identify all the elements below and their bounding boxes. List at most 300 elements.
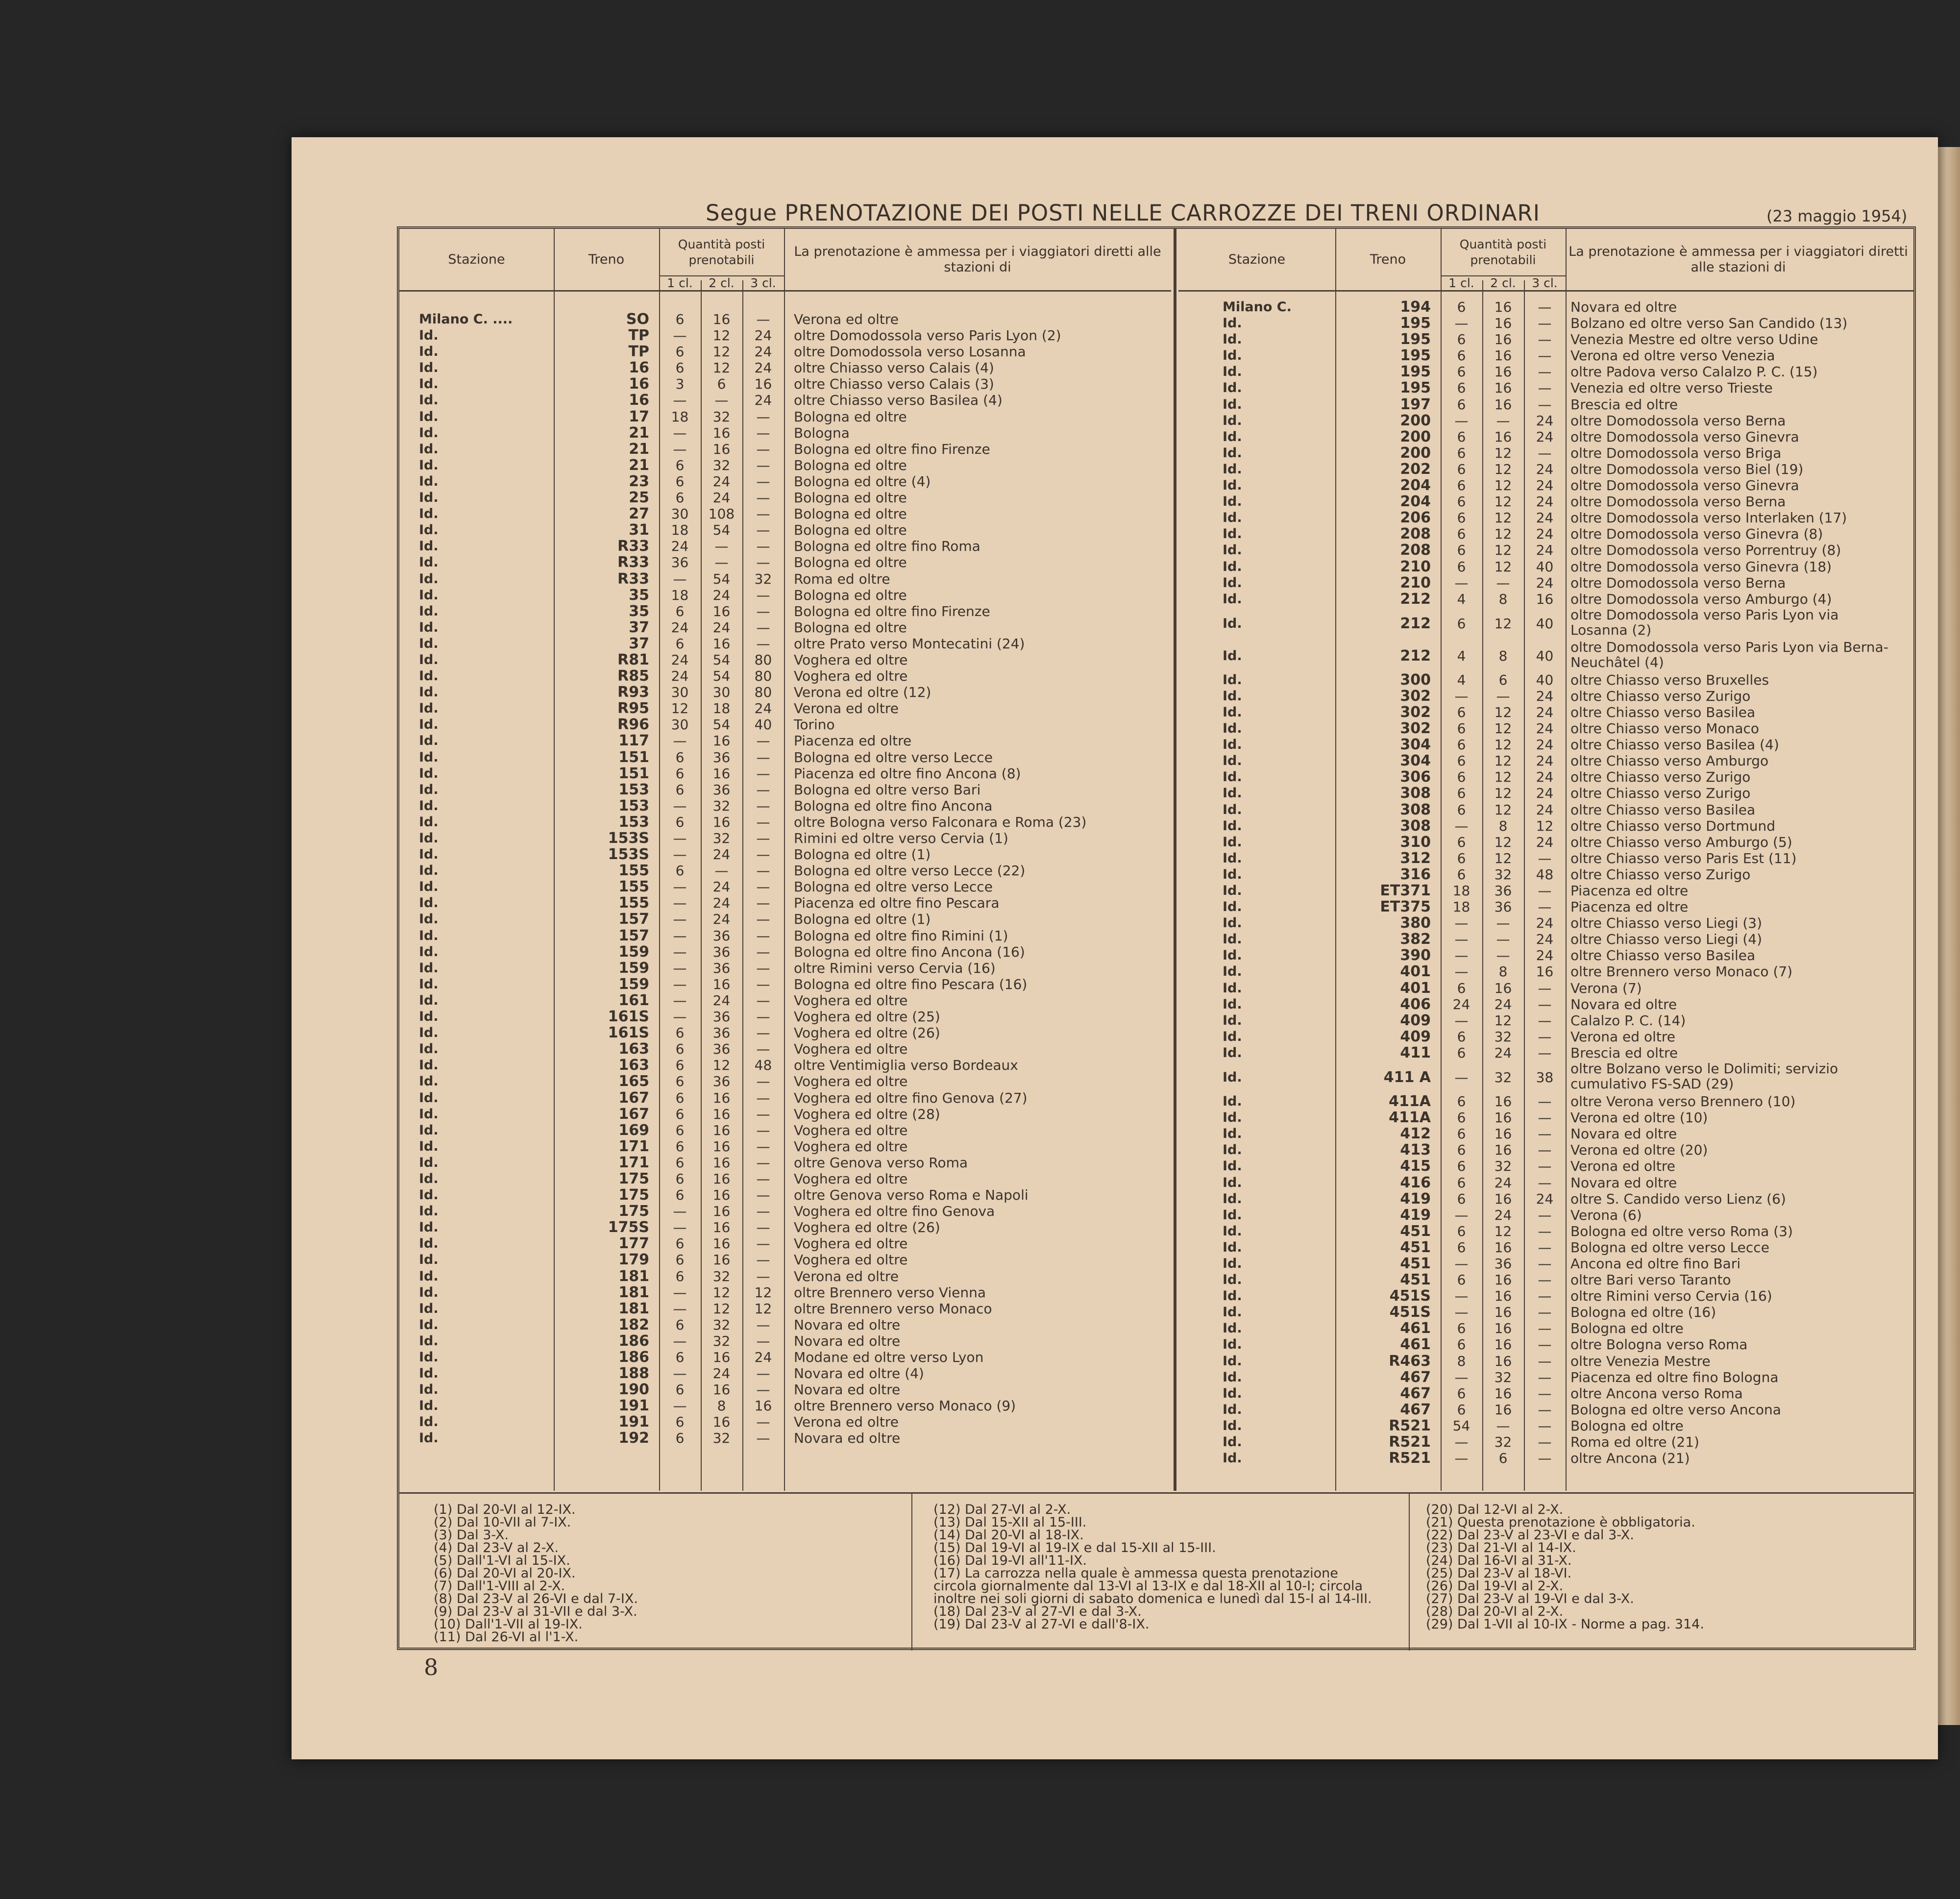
train-cell: 195 <box>1400 331 1431 348</box>
station-cell: Id. <box>1223 915 1242 931</box>
first-class-cell: 6 <box>1457 380 1466 396</box>
station-cell: Id. <box>419 1268 439 1284</box>
table-row <box>1178 331 1913 347</box>
first-class-cell: 18 <box>1452 899 1470 915</box>
station-cell: Id. <box>1223 1207 1242 1223</box>
train-cell: 151 <box>618 748 649 766</box>
table-row <box>399 392 1171 408</box>
first-class-cell: 6 <box>1457 720 1466 737</box>
third-class-cell: — <box>1538 1044 1552 1061</box>
station-cell: Id. <box>419 1058 439 1073</box>
second-class-cell: — <box>714 554 729 571</box>
train-cell: 161 <box>618 991 649 1009</box>
train-cell: R521 <box>1389 1417 1431 1434</box>
third-class-cell: — <box>756 1009 770 1025</box>
train-cell: 161S <box>608 1008 649 1026</box>
footnote-rule <box>911 1494 912 1651</box>
table-row <box>399 522 1171 538</box>
destination-cell: oltre Chiasso verso Calais (3) <box>794 376 994 393</box>
station-cell: Id. <box>1223 1239 1242 1255</box>
third-class-cell: 24 <box>1536 428 1554 445</box>
destination-cell: Bologna <box>794 424 850 441</box>
station-cell: Id. <box>419 409 439 424</box>
train-cell: 157 <box>618 911 649 928</box>
footnote: (1) Dal 20-VI al 12-IX. <box>434 1502 576 1517</box>
first-class-cell: 6 <box>675 863 685 879</box>
table-row <box>399 457 1171 473</box>
train-cell: 37 <box>629 618 649 636</box>
destination-cell: Bologna ed oltre verso Bari <box>794 781 981 798</box>
destination-cell: Bologna ed oltre <box>794 457 907 473</box>
third-class-cell: — <box>756 1089 770 1106</box>
destination-cell: oltre S. Candido verso Lienz (6) <box>1570 1190 1786 1207</box>
first-class-cell: 6 <box>1457 1174 1466 1191</box>
train-cell: 21 <box>629 456 649 474</box>
table-row <box>1178 866 1913 883</box>
train-cell: R521 <box>1389 1450 1431 1467</box>
station-cell: Id. <box>1223 786 1242 801</box>
table-row <box>1178 1223 1913 1239</box>
first-class-cell: — <box>673 797 687 814</box>
train-cell: 21 <box>629 440 649 458</box>
station-cell: Id. <box>1223 1288 1242 1304</box>
destination-cell: Bolzano ed oltre verso San Candido (13) <box>1570 315 1848 332</box>
station-cell: Id. <box>419 814 439 830</box>
first-class-cell: 24 <box>671 538 689 555</box>
footnote: (6) Dal 20-VI al 20-IX. <box>434 1566 576 1581</box>
second-class-cell: — <box>1496 688 1510 704</box>
table-row <box>1178 1207 1913 1223</box>
station-cell: Id. <box>1223 1159 1242 1174</box>
second-class-cell: 24 <box>712 619 731 636</box>
destination-cell: Bologna ed oltre fino Roma <box>794 538 980 555</box>
train-cell: 304 <box>1400 752 1431 770</box>
table-row <box>399 1122 1171 1138</box>
destination-cell: Bologna ed oltre verso Lecce <box>1570 1239 1769 1256</box>
second-class-cell: 16 <box>712 441 731 457</box>
col-cl2-header: 2 cl. <box>1490 276 1516 290</box>
third-class-cell: 24 <box>1536 931 1554 948</box>
destination-cell: Voghera ed oltre <box>794 992 908 1009</box>
third-class-cell: — <box>756 1219 770 1236</box>
first-class-cell: 18 <box>1452 883 1470 899</box>
first-class-cell: 6 <box>1457 850 1466 866</box>
first-class-cell: 6 <box>1457 477 1466 494</box>
station-cell: Id. <box>1223 948 1242 963</box>
station-cell: Id. <box>1223 1402 1242 1417</box>
destination-cell: Bologna ed oltre verso Lecce (22) <box>794 863 1026 879</box>
third-class-cell: — <box>756 879 770 895</box>
third-class-cell: — <box>756 1106 770 1122</box>
train-cell: 306 <box>1400 768 1431 786</box>
third-class-cell: — <box>756 1252 770 1268</box>
destination-cell: oltre Chiasso verso Basilea <box>1570 801 1756 818</box>
station-cell: Id. <box>419 831 439 846</box>
table-row <box>399 1317 1171 1333</box>
footnote: (10) Dall'1-VII al 19-IX. <box>434 1617 583 1632</box>
station-cell: Id. <box>419 1155 439 1170</box>
destination-cell: oltre Rimini verso Cervia (16) <box>794 960 996 976</box>
table-row <box>399 327 1171 344</box>
second-class-cell: 16 <box>712 1187 731 1204</box>
station-cell: Id. <box>1223 721 1242 737</box>
second-class-cell: 12 <box>1494 785 1512 802</box>
destination-cell: Bologna ed oltre <box>794 619 907 636</box>
table-row <box>1178 1061 1913 1093</box>
third-class-cell: 24 <box>1536 801 1554 818</box>
second-class-cell: 16 <box>1494 1304 1512 1321</box>
first-class-cell: 6 <box>1457 493 1466 510</box>
second-class-cell: 12 <box>1494 1223 1512 1239</box>
train-cell: 151 <box>618 765 649 782</box>
second-class-cell: 12 <box>1494 737 1512 753</box>
table-row <box>399 1414 1171 1430</box>
destination-cell: Voghera ed oltre <box>794 1073 908 1090</box>
destination-cell: Piacenza ed oltre fino Ancona (8) <box>794 765 1021 782</box>
footnote: (8) Dal 23-V al 26-VI e dal 7-IX. <box>434 1591 638 1606</box>
second-class-cell: 16 <box>712 1138 731 1155</box>
first-class-cell: 6 <box>1457 526 1466 543</box>
footnotes <box>399 1492 1913 1651</box>
destination-cell: oltre Chiasso verso Zurigo <box>1570 769 1751 786</box>
station-cell: Id. <box>1223 616 1242 631</box>
third-class-cell: — <box>1538 364 1552 380</box>
second-class-cell: 24 <box>1494 1207 1512 1223</box>
second-class-cell: 24 <box>712 911 731 928</box>
train-cell: 451S <box>1389 1304 1431 1321</box>
first-class-cell: 6 <box>1457 1336 1466 1353</box>
first-class-cell: 6 <box>1457 364 1466 380</box>
train-cell: 190 <box>618 1381 649 1399</box>
second-class-cell: 16 <box>1494 1320 1512 1337</box>
second-class-cell: — <box>1496 947 1510 964</box>
first-class-cell: — <box>1454 1255 1469 1272</box>
train-cell: 210 <box>1400 574 1431 592</box>
train-cell: 204 <box>1400 477 1431 494</box>
second-class-cell: 32 <box>712 1332 731 1349</box>
second-class-cell: 12 <box>1494 615 1512 632</box>
first-class-cell: 24 <box>671 668 689 685</box>
destination-cell: oltre Domodossola verso Ginevra <box>1570 428 1799 445</box>
first-class-cell: 6 <box>1457 347 1466 364</box>
table-row <box>399 846 1171 863</box>
third-class-cell: 40 <box>1536 647 1554 664</box>
footnote: (11) Dal 26-VI al l'1-X. <box>434 1629 579 1645</box>
station-cell: Id. <box>419 1301 439 1316</box>
second-class-cell: 16 <box>1494 1142 1512 1159</box>
table-row <box>1178 931 1913 947</box>
train-cell: 17 <box>629 408 649 425</box>
third-class-cell: — <box>1538 883 1552 899</box>
first-class-cell: 6 <box>675 1252 685 1268</box>
destination-cell: Voghera ed oltre <box>794 1041 908 1058</box>
station-cell: Id. <box>1223 964 1242 980</box>
header-rule <box>1178 290 1913 292</box>
first-class-cell: 8 <box>1457 1353 1466 1369</box>
table-row <box>1178 461 1913 477</box>
station-cell: Id. <box>419 976 439 992</box>
train-cell: 175S <box>608 1219 649 1236</box>
station-cell: Id. <box>419 1284 439 1300</box>
train-cell: 419 <box>1400 1206 1431 1224</box>
table-row <box>399 733 1171 749</box>
table-row <box>1178 980 1913 996</box>
train-cell: 16 <box>629 392 649 409</box>
first-class-cell: — <box>673 441 687 457</box>
first-class-cell: 18 <box>671 587 689 603</box>
third-class-cell: — <box>756 1365 770 1382</box>
third-class-cell: 40 <box>1536 671 1554 688</box>
third-class-cell: 80 <box>754 668 772 685</box>
train-cell: 194 <box>1400 298 1431 316</box>
destination-cell: Bologna ed oltre verso Ancona <box>1570 1401 1781 1418</box>
first-class-cell: — <box>1454 1450 1469 1467</box>
table-row <box>1178 1272 1913 1288</box>
table-row <box>1178 785 1913 801</box>
col-station-header: Stazione <box>1228 251 1286 267</box>
table-row <box>1178 380 1913 396</box>
table-row <box>1178 1045 1913 1061</box>
footnote: (28) Dal 20-VI al 2-X. <box>1426 1604 1564 1619</box>
train-cell: ET371 <box>1380 882 1431 899</box>
third-class-cell: — <box>1538 1126 1552 1142</box>
third-class-cell: — <box>1538 1288 1552 1305</box>
destination-cell: oltre Chiasso verso Liegi (4) <box>1570 931 1763 948</box>
second-class-cell: 18 <box>712 700 731 717</box>
table-row <box>1178 704 1913 720</box>
train-cell: 413 <box>1400 1141 1431 1159</box>
col-cl2-header: 2 cl. <box>709 276 735 290</box>
second-class-cell: 32 <box>1494 1069 1512 1086</box>
third-class-cell: 24 <box>1536 1190 1554 1207</box>
destination-cell: Voghera ed oltre <box>794 1252 908 1268</box>
station-cell: Id. <box>419 571 439 587</box>
third-class-cell: — <box>756 538 770 555</box>
second-class-cell: 16 <box>712 1235 731 1252</box>
destination-cell: Bologna ed oltre (1) <box>794 846 931 863</box>
first-class-cell: 30 <box>671 684 689 701</box>
first-class-cell: — <box>1454 1012 1469 1029</box>
table-row <box>399 1203 1171 1219</box>
destination-cell: Piacenza ed oltre <box>794 733 912 749</box>
second-class-cell: 36 <box>712 927 731 944</box>
destination-cell: oltre Ancona verso Roma <box>1570 1385 1743 1402</box>
first-class-cell: 6 <box>675 457 685 473</box>
train-cell: 206 <box>1400 509 1431 527</box>
first-class-cell: — <box>1454 931 1469 948</box>
destination-cell: Bologna ed oltre fino Ancona <box>794 797 993 814</box>
col-qty-header: Quantità posti prenotabili <box>678 237 765 267</box>
station-cell: Id. <box>419 587 439 603</box>
train-cell: 171 <box>618 1137 649 1155</box>
third-class-cell: — <box>756 1138 770 1155</box>
station-cell: Id. <box>1223 834 1242 850</box>
destination-cell: oltre Verona verso Brennero (10) <box>1570 1093 1796 1110</box>
first-class-cell: — <box>1454 1207 1469 1223</box>
station-cell: Id. <box>419 1204 439 1219</box>
third-class-cell: — <box>756 1268 770 1284</box>
first-class-cell: 6 <box>1457 1223 1466 1239</box>
footnotes-middle <box>933 1504 1384 1631</box>
station-cell: Id. <box>1223 1385 1242 1401</box>
third-class-cell: 12 <box>754 1300 772 1317</box>
col-station-header: Stazione <box>448 251 505 267</box>
second-class-cell: 24 <box>712 587 731 603</box>
table-row <box>399 538 1171 554</box>
second-class-cell: 32 <box>712 1316 731 1333</box>
train-cell: 16 <box>629 375 649 393</box>
train-cell: R33 <box>617 538 649 555</box>
third-class-cell: 24 <box>1536 834 1554 850</box>
station-cell: Id. <box>419 1382 439 1398</box>
footnote: (17) La carrozza nella quale è ammessa questa prenotazione circola giornalmente dal 13-VI al 13-IX e dal 18-XII al 10-I; circola inoltre nei soli giorni di sabato domenica e lunedì dal 15-I al 14-III. <box>933 1566 1372 1606</box>
reservation-table <box>397 226 1916 1650</box>
destination-cell: oltre Ancona (21) <box>1570 1450 1690 1467</box>
second-class-cell: 12 <box>712 1284 731 1301</box>
page-title: Segue PRENOTAZIONE DEI POSTI NELLE CARROZZE DEI TRENI ORDINARI <box>706 200 1540 226</box>
table-row <box>1178 559 1913 575</box>
second-class-cell: 32 <box>712 457 731 473</box>
third-class-cell: — <box>756 587 770 603</box>
col-cl1-header: 1 cl. <box>1448 276 1474 290</box>
station-cell: Id. <box>419 1009 439 1025</box>
station-cell: Id. <box>1223 769 1242 785</box>
train-cell: 37 <box>629 635 649 652</box>
first-class-cell: 4 <box>1457 591 1466 607</box>
train-cell: 117 <box>618 732 649 750</box>
train-cell: 159 <box>618 943 649 961</box>
second-class-cell: 36 <box>712 781 731 798</box>
destination-cell: oltre Chiasso verso Liegi (3) <box>1570 915 1763 932</box>
destination-cell: oltre Domodossola verso Ginevra <box>1570 477 1799 494</box>
table-row <box>399 928 1171 944</box>
destination-cell: Bologna ed oltre (4) <box>794 473 931 490</box>
table-left-half <box>399 229 1171 1491</box>
second-class-cell: 16 <box>712 1122 731 1138</box>
table-row <box>1178 1012 1913 1029</box>
table-row <box>399 587 1171 603</box>
footnote: (3) Dal 3-X. <box>434 1528 509 1543</box>
first-class-cell: 3 <box>675 376 685 393</box>
destination-cell: oltre Genova verso Roma e Napoli <box>794 1187 1029 1204</box>
col-dest-header: La prenotazione è ammessa per i viaggiatori diretti alle stazioni di <box>1568 244 1908 275</box>
destination-cell: Verona ed oltre <box>794 311 899 327</box>
first-class-cell: 18 <box>671 522 689 539</box>
third-class-cell: — <box>1538 299 1552 315</box>
destination-cell: Voghera ed oltre (26) <box>794 1219 940 1236</box>
table-row <box>1178 769 1913 785</box>
table-row <box>1178 1256 1913 1272</box>
destination-cell: Bologna ed oltre <box>794 587 907 603</box>
destination-cell: oltre Venezia Mestre <box>1570 1353 1711 1369</box>
third-class-cell: 24 <box>1536 477 1554 494</box>
station-cell: Id. <box>419 782 439 797</box>
third-class-cell: — <box>756 603 770 619</box>
station-cell: Id. <box>419 1366 439 1381</box>
second-class-cell: 32 <box>1494 866 1512 883</box>
train-cell: 153 <box>618 797 649 814</box>
first-class-cell: 6 <box>675 1057 685 1074</box>
table-row <box>399 1252 1171 1268</box>
second-class-cell: 54 <box>712 522 731 539</box>
table-row <box>399 1009 1171 1025</box>
train-cell: 195 <box>1400 379 1431 397</box>
first-class-cell: 6 <box>675 749 685 765</box>
second-class-cell: 12 <box>1494 542 1512 559</box>
table-row <box>399 960 1171 976</box>
center-divider <box>1174 229 1176 1491</box>
station-cell: Id. <box>419 539 439 554</box>
third-class-cell: — <box>1538 347 1552 364</box>
third-class-cell: 24 <box>1536 915 1554 932</box>
destination-cell: Verona ed oltre (10) <box>1570 1110 1708 1126</box>
third-class-cell: — <box>1538 315 1552 332</box>
station-cell: Id. <box>419 912 439 927</box>
train-cell: TP <box>628 327 649 345</box>
second-class-cell: 8 <box>1498 647 1508 664</box>
third-class-cell: — <box>756 749 770 765</box>
third-class-cell: 48 <box>1536 866 1554 883</box>
third-class-cell: — <box>756 1235 770 1252</box>
destination-cell: oltre Chiasso verso Zurigo <box>1570 866 1751 883</box>
destination-cell: oltre Domodossola verso Paris Lyon via Berna-Neuchâtel (4) <box>1570 639 1888 670</box>
table-row <box>1178 640 1913 672</box>
second-class-cell: 32 <box>712 1268 731 1284</box>
table-row <box>399 1155 1171 1171</box>
third-class-cell: — <box>1538 1450 1552 1467</box>
third-class-cell: 24 <box>1536 688 1554 704</box>
third-class-cell: — <box>1538 899 1552 915</box>
train-cell: 153 <box>618 813 649 831</box>
destination-cell: oltre Domodossola verso Paris Lyon via Losanna (2) <box>1570 606 1839 638</box>
second-class-cell: 16 <box>712 424 731 441</box>
station-cell: Id. <box>419 1122 439 1138</box>
table-row <box>1178 1369 1913 1385</box>
station-cell: Id. <box>1223 316 1242 331</box>
first-class-cell: 4 <box>1457 647 1466 664</box>
first-class-cell: — <box>673 927 687 944</box>
destination-cell: Bologna ed oltre <box>794 490 907 506</box>
station-cell: Id. <box>419 992 439 1008</box>
train-cell: 159 <box>618 959 649 977</box>
destination-cell: oltre Chiasso verso Zurigo <box>1570 785 1751 802</box>
first-class-cell: 6 <box>1457 1142 1466 1159</box>
second-class-cell: 16 <box>712 1203 731 1220</box>
second-class-cell: 16 <box>1494 1093 1512 1110</box>
second-class-cell: 108 <box>708 506 735 522</box>
table-row <box>399 684 1171 700</box>
table-row <box>399 1381 1171 1398</box>
first-class-cell: 6 <box>1457 510 1466 526</box>
first-class-cell: 6 <box>675 1170 685 1187</box>
third-class-cell: 16 <box>1536 591 1554 607</box>
table-row <box>1178 1126 1913 1142</box>
station-cell: Id. <box>419 506 439 522</box>
train-cell: 411A <box>1389 1109 1431 1127</box>
footnote: (5) Dall'1-VI al 15-IX. <box>434 1553 570 1568</box>
first-class-cell: 6 <box>1457 299 1466 315</box>
table-row <box>1178 1288 1913 1304</box>
first-class-cell: 6 <box>1457 704 1466 720</box>
second-class-cell: 16 <box>1494 299 1512 315</box>
second-class-cell: — <box>714 863 729 879</box>
train-cell: 208 <box>1400 542 1431 559</box>
train-cell: R33 <box>617 554 649 571</box>
table-row <box>399 944 1171 960</box>
destination-cell: Verona ed oltre <box>1570 1158 1675 1175</box>
station-cell: Id. <box>419 1041 439 1057</box>
footnote: (2) Dal 10-VII al 7-IX. <box>434 1515 571 1530</box>
